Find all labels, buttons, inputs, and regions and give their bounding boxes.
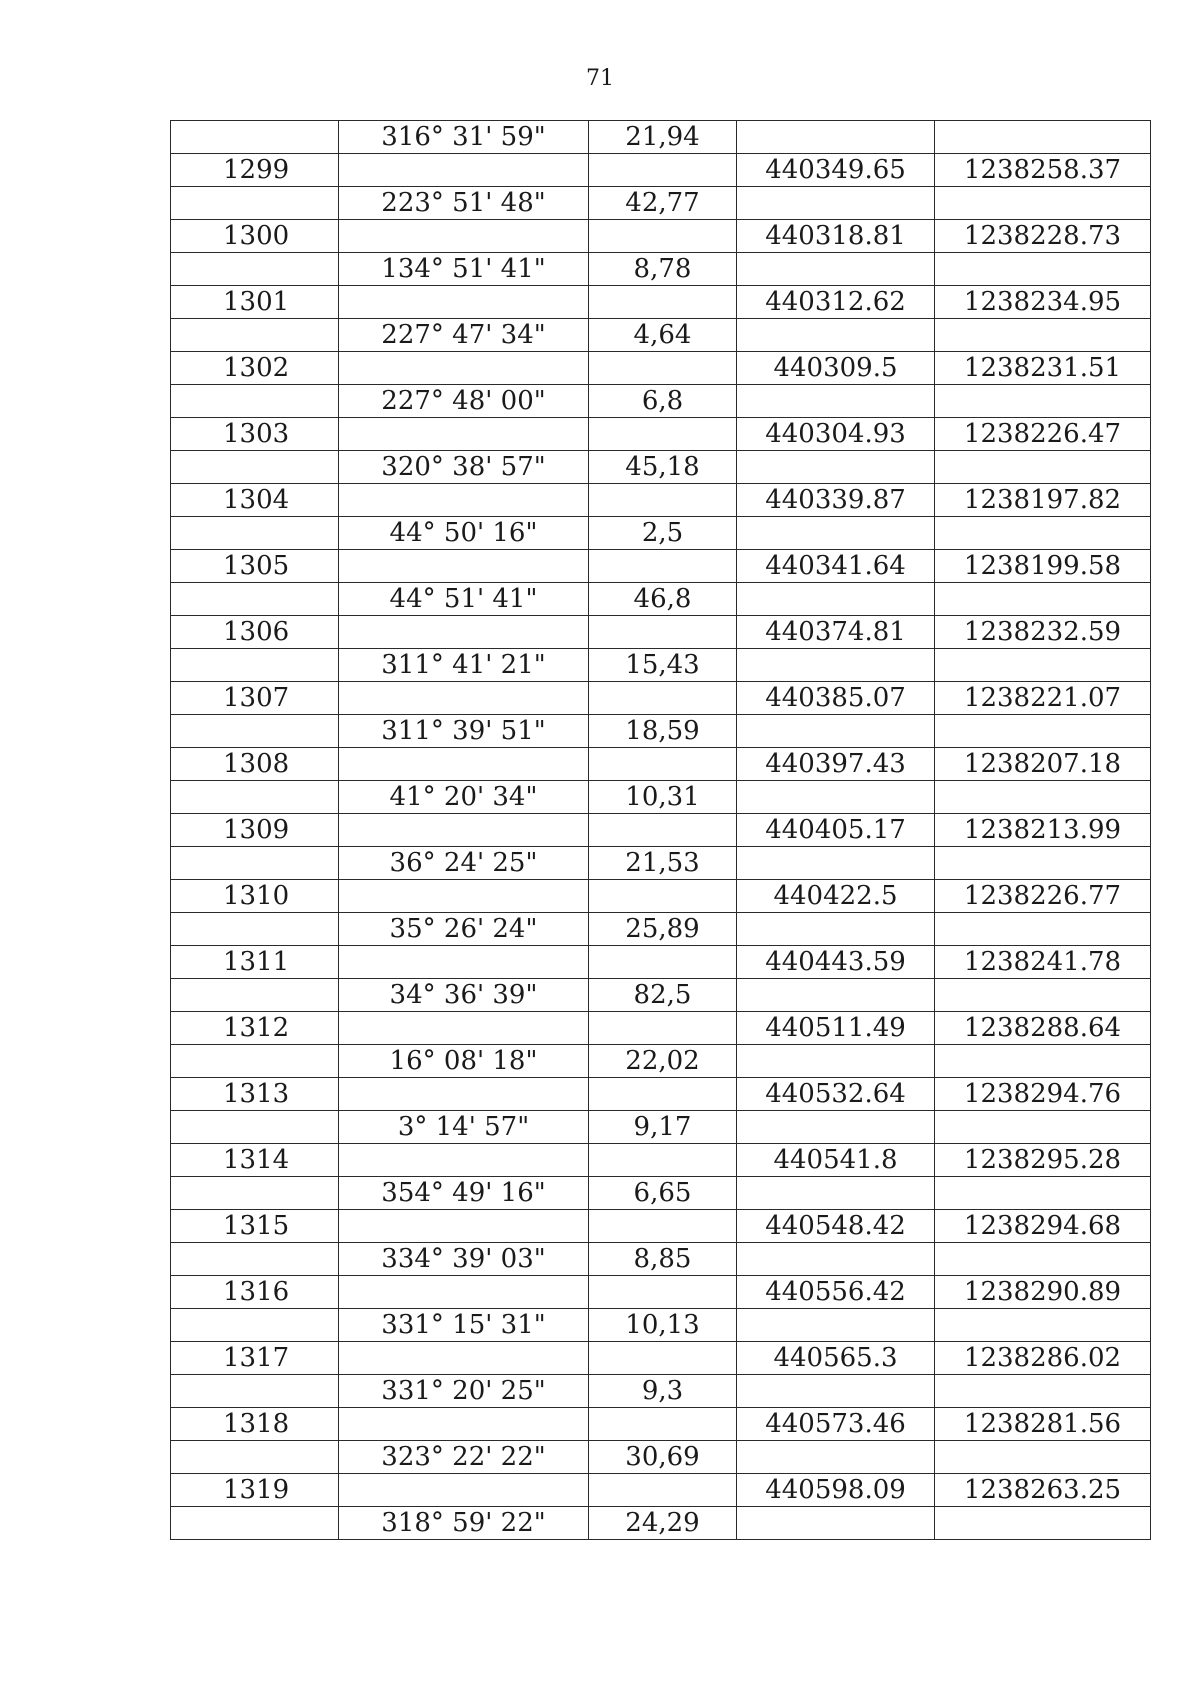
distance-cell: 6,8 [589, 385, 737, 418]
x-coordinate-cell: 440397.43 [737, 748, 935, 781]
y-coordinate-cell: 1238228.73 [935, 220, 1151, 253]
bearing-angle-cell [339, 1474, 589, 1507]
y-coordinate-cell: 1238226.77 [935, 880, 1151, 913]
x-coordinate-cell [737, 847, 935, 880]
table-row [171, 616, 1151, 649]
bearing-angle-cell: 44° 50' 16" [339, 517, 589, 550]
distance-cell [589, 814, 737, 847]
point-number-cell: 1319 [171, 1474, 339, 1507]
point-number-cell: 1306 [171, 616, 339, 649]
point-number-cell [171, 715, 339, 748]
x-coordinate-cell: 440405.17 [737, 814, 935, 847]
distance-cell: 2,5 [589, 517, 737, 550]
y-coordinate-cell: 1238288.64 [935, 1012, 1151, 1045]
point-number-cell [171, 1177, 339, 1210]
table-row [171, 1408, 1151, 1441]
distance-cell: 42,77 [589, 187, 737, 220]
page-number: 71 [586, 66, 614, 91]
coordinate-table-body [171, 121, 1151, 1540]
table-row [171, 253, 1151, 286]
table-row [171, 1507, 1151, 1540]
y-coordinate-cell: 1238258.37 [935, 154, 1151, 187]
table-row [171, 319, 1151, 352]
point-number-cell: 1307 [171, 682, 339, 715]
bearing-angle-cell: 318° 59' 22" [339, 1507, 589, 1540]
x-coordinate-cell [737, 1507, 935, 1540]
distance-cell: 46,8 [589, 583, 737, 616]
table-row [171, 979, 1151, 1012]
table-row [171, 286, 1151, 319]
table-row [171, 484, 1151, 517]
x-coordinate-cell: 440304.93 [737, 418, 935, 451]
point-number-cell [171, 583, 339, 616]
y-coordinate-cell: 1238226.47 [935, 418, 1151, 451]
distance-cell [589, 682, 737, 715]
bearing-angle-cell [339, 946, 589, 979]
point-number-cell: 1305 [171, 550, 339, 583]
point-number-cell [171, 1375, 339, 1408]
bearing-angle-cell [339, 1408, 589, 1441]
bearing-angle-cell: 323° 22' 22" [339, 1441, 589, 1474]
table-row [171, 1342, 1151, 1375]
y-coordinate-cell [935, 715, 1151, 748]
y-coordinate-cell: 1238197.82 [935, 484, 1151, 517]
point-number-cell [171, 781, 339, 814]
y-coordinate-cell [935, 1441, 1151, 1474]
y-coordinate-cell: 1238294.76 [935, 1078, 1151, 1111]
y-coordinate-cell [935, 1177, 1151, 1210]
table-row [171, 517, 1151, 550]
y-coordinate-cell: 1238221.07 [935, 682, 1151, 715]
table-row [171, 1177, 1151, 1210]
y-coordinate-cell [935, 847, 1151, 880]
bearing-angle-cell [339, 1144, 589, 1177]
distance-cell [589, 1408, 737, 1441]
distance-cell: 45,18 [589, 451, 737, 484]
distance-cell: 30,69 [589, 1441, 737, 1474]
x-coordinate-cell [737, 649, 935, 682]
table-row [171, 649, 1151, 682]
table-row [171, 946, 1151, 979]
bearing-angle-cell: 35° 26' 24" [339, 913, 589, 946]
y-coordinate-cell: 1238295.28 [935, 1144, 1151, 1177]
table-row [171, 1111, 1151, 1144]
point-number-cell: 1304 [171, 484, 339, 517]
point-number-cell: 1308 [171, 748, 339, 781]
bearing-angle-cell [339, 1342, 589, 1375]
x-coordinate-cell [737, 913, 935, 946]
y-coordinate-cell: 1238290.89 [935, 1276, 1151, 1309]
distance-cell [589, 880, 737, 913]
x-coordinate-cell [737, 583, 935, 616]
table-row [171, 220, 1151, 253]
y-coordinate-cell [935, 649, 1151, 682]
point-number-cell [171, 121, 339, 154]
bearing-angle-cell [339, 418, 589, 451]
table-row [171, 187, 1151, 220]
table-row [171, 121, 1151, 154]
bearing-angle-cell [339, 1078, 589, 1111]
distance-cell: 8,78 [589, 253, 737, 286]
distance-cell [589, 616, 737, 649]
distance-cell [589, 1342, 737, 1375]
distance-cell [589, 154, 737, 187]
table-row [171, 682, 1151, 715]
x-coordinate-cell: 440341.64 [737, 550, 935, 583]
x-coordinate-cell [737, 451, 935, 484]
bearing-angle-cell [339, 220, 589, 253]
distance-cell [589, 418, 737, 451]
distance-cell [589, 1078, 737, 1111]
y-coordinate-cell [935, 979, 1151, 1012]
y-coordinate-cell: 1238263.25 [935, 1474, 1151, 1507]
distance-cell: 6,65 [589, 1177, 737, 1210]
distance-cell: 9,17 [589, 1111, 737, 1144]
table-row [171, 1144, 1151, 1177]
point-number-cell [171, 1309, 339, 1342]
x-coordinate-cell [737, 715, 935, 748]
point-number-cell [171, 319, 339, 352]
point-number-cell: 1313 [171, 1078, 339, 1111]
y-coordinate-cell: 1238231.51 [935, 352, 1151, 385]
y-coordinate-cell [935, 1309, 1151, 1342]
y-coordinate-cell: 1238286.02 [935, 1342, 1151, 1375]
bearing-angle-cell [339, 616, 589, 649]
x-coordinate-cell [737, 781, 935, 814]
point-number-cell: 1303 [171, 418, 339, 451]
distance-cell [589, 946, 737, 979]
point-number-cell: 1312 [171, 1012, 339, 1045]
x-coordinate-cell: 440598.09 [737, 1474, 935, 1507]
bearing-angle-cell [339, 1210, 589, 1243]
table-row [171, 1078, 1151, 1111]
y-coordinate-cell [935, 121, 1151, 154]
x-coordinate-cell [737, 1375, 935, 1408]
x-coordinate-cell: 440556.42 [737, 1276, 935, 1309]
bearing-angle-cell: 311° 39' 51" [339, 715, 589, 748]
bearing-angle-cell [339, 1276, 589, 1309]
table-row [171, 1210, 1151, 1243]
x-coordinate-cell: 440565.3 [737, 1342, 935, 1375]
table-row [171, 385, 1151, 418]
y-coordinate-cell [935, 451, 1151, 484]
distance-cell [589, 1012, 737, 1045]
point-number-cell: 1299 [171, 154, 339, 187]
bearing-angle-cell: 354° 49' 16" [339, 1177, 589, 1210]
y-coordinate-cell: 1238241.78 [935, 946, 1151, 979]
table-row [171, 1243, 1151, 1276]
x-coordinate-cell [737, 253, 935, 286]
y-coordinate-cell: 1238213.99 [935, 814, 1151, 847]
y-coordinate-cell: 1238294.68 [935, 1210, 1151, 1243]
distance-cell [589, 1210, 737, 1243]
bearing-angle-cell [339, 484, 589, 517]
table-row [171, 154, 1151, 187]
bearing-angle-cell: 41° 20' 34" [339, 781, 589, 814]
bearing-angle-cell: 3° 14' 57" [339, 1111, 589, 1144]
y-coordinate-cell [935, 187, 1151, 220]
x-coordinate-cell [737, 121, 935, 154]
y-coordinate-cell [935, 517, 1151, 550]
bearing-angle-cell [339, 352, 589, 385]
point-number-cell [171, 253, 339, 286]
table-row [171, 847, 1151, 880]
y-coordinate-cell [935, 1375, 1151, 1408]
point-number-cell: 1316 [171, 1276, 339, 1309]
distance-cell [589, 1144, 737, 1177]
y-coordinate-cell [935, 1111, 1151, 1144]
distance-cell: 18,59 [589, 715, 737, 748]
point-number-cell [171, 649, 339, 682]
bearing-angle-cell: 134° 51' 41" [339, 253, 589, 286]
point-number-cell [171, 451, 339, 484]
table-row [171, 880, 1151, 913]
bearing-angle-cell: 44° 51' 41" [339, 583, 589, 616]
point-number-cell [171, 1441, 339, 1474]
y-coordinate-cell [935, 583, 1151, 616]
distance-cell [589, 1474, 737, 1507]
bearing-angle-cell [339, 1012, 589, 1045]
distance-cell [589, 1276, 737, 1309]
point-number-cell: 1315 [171, 1210, 339, 1243]
table-row [171, 781, 1151, 814]
table-row [171, 1309, 1151, 1342]
distance-cell: 82,5 [589, 979, 737, 1012]
x-coordinate-cell: 440312.62 [737, 286, 935, 319]
y-coordinate-cell: 1238281.56 [935, 1408, 1151, 1441]
bearing-angle-cell: 320° 38' 57" [339, 451, 589, 484]
bearing-angle-cell: 331° 20' 25" [339, 1375, 589, 1408]
x-coordinate-cell [737, 1045, 935, 1078]
x-coordinate-cell: 440309.5 [737, 352, 935, 385]
point-number-cell [171, 979, 339, 1012]
point-number-cell: 1302 [171, 352, 339, 385]
x-coordinate-cell: 440541.8 [737, 1144, 935, 1177]
point-number-cell: 1309 [171, 814, 339, 847]
y-coordinate-cell [935, 1243, 1151, 1276]
point-number-cell [171, 847, 339, 880]
distance-cell: 10,31 [589, 781, 737, 814]
x-coordinate-cell [737, 1177, 935, 1210]
table-row [171, 1474, 1151, 1507]
y-coordinate-cell [935, 385, 1151, 418]
bearing-angle-cell [339, 748, 589, 781]
x-coordinate-cell: 440548.42 [737, 1210, 935, 1243]
x-coordinate-cell [737, 385, 935, 418]
x-coordinate-cell: 440339.87 [737, 484, 935, 517]
distance-cell: 21,94 [589, 121, 737, 154]
coordinate-table [170, 120, 1151, 1540]
y-coordinate-cell [935, 253, 1151, 286]
x-coordinate-cell: 440422.5 [737, 880, 935, 913]
distance-cell: 8,85 [589, 1243, 737, 1276]
point-number-cell [171, 187, 339, 220]
distance-cell [589, 550, 737, 583]
distance-cell [589, 352, 737, 385]
point-number-cell [171, 1111, 339, 1144]
point-number-cell: 1301 [171, 286, 339, 319]
table-row [171, 1276, 1151, 1309]
distance-cell: 22,02 [589, 1045, 737, 1078]
bearing-angle-cell [339, 286, 589, 319]
bearing-angle-cell [339, 880, 589, 913]
point-number-cell [171, 1243, 339, 1276]
table-row [171, 1375, 1151, 1408]
point-number-cell [171, 385, 339, 418]
x-coordinate-cell [737, 517, 935, 550]
point-number-cell: 1311 [171, 946, 339, 979]
distance-cell [589, 484, 737, 517]
table-row [171, 583, 1151, 616]
distance-cell: 4,64 [589, 319, 737, 352]
x-coordinate-cell [737, 1111, 935, 1144]
bearing-angle-cell [339, 682, 589, 715]
bearing-angle-cell: 334° 39' 03" [339, 1243, 589, 1276]
bearing-angle-cell: 36° 24' 25" [339, 847, 589, 880]
x-coordinate-cell: 440511.49 [737, 1012, 935, 1045]
distance-cell: 10,13 [589, 1309, 737, 1342]
table-row [171, 550, 1151, 583]
bearing-angle-cell: 331° 15' 31" [339, 1309, 589, 1342]
bearing-angle-cell [339, 154, 589, 187]
y-coordinate-cell [935, 319, 1151, 352]
y-coordinate-cell [935, 1507, 1151, 1540]
point-number-cell: 1317 [171, 1342, 339, 1375]
table-row [171, 1012, 1151, 1045]
y-coordinate-cell: 1238199.58 [935, 550, 1151, 583]
point-number-cell [171, 1045, 339, 1078]
distance-cell [589, 748, 737, 781]
x-coordinate-cell: 440374.81 [737, 616, 935, 649]
table-row [171, 715, 1151, 748]
bearing-angle-cell: 227° 48' 00" [339, 385, 589, 418]
table-row [171, 352, 1151, 385]
distance-cell: 9,3 [589, 1375, 737, 1408]
y-coordinate-cell [935, 913, 1151, 946]
x-coordinate-cell: 440443.59 [737, 946, 935, 979]
table-row [171, 451, 1151, 484]
table-row [171, 418, 1151, 451]
bearing-angle-cell [339, 814, 589, 847]
bearing-angle-cell: 227° 47' 34" [339, 319, 589, 352]
x-coordinate-cell [737, 1441, 935, 1474]
y-coordinate-cell: 1238234.95 [935, 286, 1151, 319]
y-coordinate-cell [935, 781, 1151, 814]
distance-cell [589, 220, 737, 253]
distance-cell: 25,89 [589, 913, 737, 946]
x-coordinate-cell [737, 979, 935, 1012]
bearing-angle-cell: 311° 41' 21" [339, 649, 589, 682]
x-coordinate-cell [737, 1309, 935, 1342]
table-row [171, 814, 1151, 847]
distance-cell: 24,29 [589, 1507, 737, 1540]
bearing-angle-cell: 316° 31' 59" [339, 121, 589, 154]
table-row [171, 1441, 1151, 1474]
bearing-angle-cell [339, 550, 589, 583]
x-coordinate-cell [737, 319, 935, 352]
distance-cell: 21,53 [589, 847, 737, 880]
bearing-angle-cell: 16° 08' 18" [339, 1045, 589, 1078]
point-number-cell [171, 913, 339, 946]
x-coordinate-cell: 440318.81 [737, 220, 935, 253]
point-number-cell: 1318 [171, 1408, 339, 1441]
x-coordinate-cell: 440532.64 [737, 1078, 935, 1111]
x-coordinate-cell: 440349.65 [737, 154, 935, 187]
point-number-cell: 1300 [171, 220, 339, 253]
point-number-cell [171, 1507, 339, 1540]
y-coordinate-cell [935, 1045, 1151, 1078]
distance-cell [589, 286, 737, 319]
point-number-cell [171, 517, 339, 550]
bearing-angle-cell: 34° 36' 39" [339, 979, 589, 1012]
table-row [171, 1045, 1151, 1078]
y-coordinate-cell: 1238207.18 [935, 748, 1151, 781]
table-row [171, 748, 1151, 781]
distance-cell: 15,43 [589, 649, 737, 682]
bearing-angle-cell: 223° 51' 48" [339, 187, 589, 220]
x-coordinate-cell: 440573.46 [737, 1408, 935, 1441]
x-coordinate-cell: 440385.07 [737, 682, 935, 715]
table-row [171, 913, 1151, 946]
point-number-cell: 1310 [171, 880, 339, 913]
x-coordinate-cell [737, 187, 935, 220]
x-coordinate-cell [737, 1243, 935, 1276]
y-coordinate-cell: 1238232.59 [935, 616, 1151, 649]
point-number-cell: 1314 [171, 1144, 339, 1177]
